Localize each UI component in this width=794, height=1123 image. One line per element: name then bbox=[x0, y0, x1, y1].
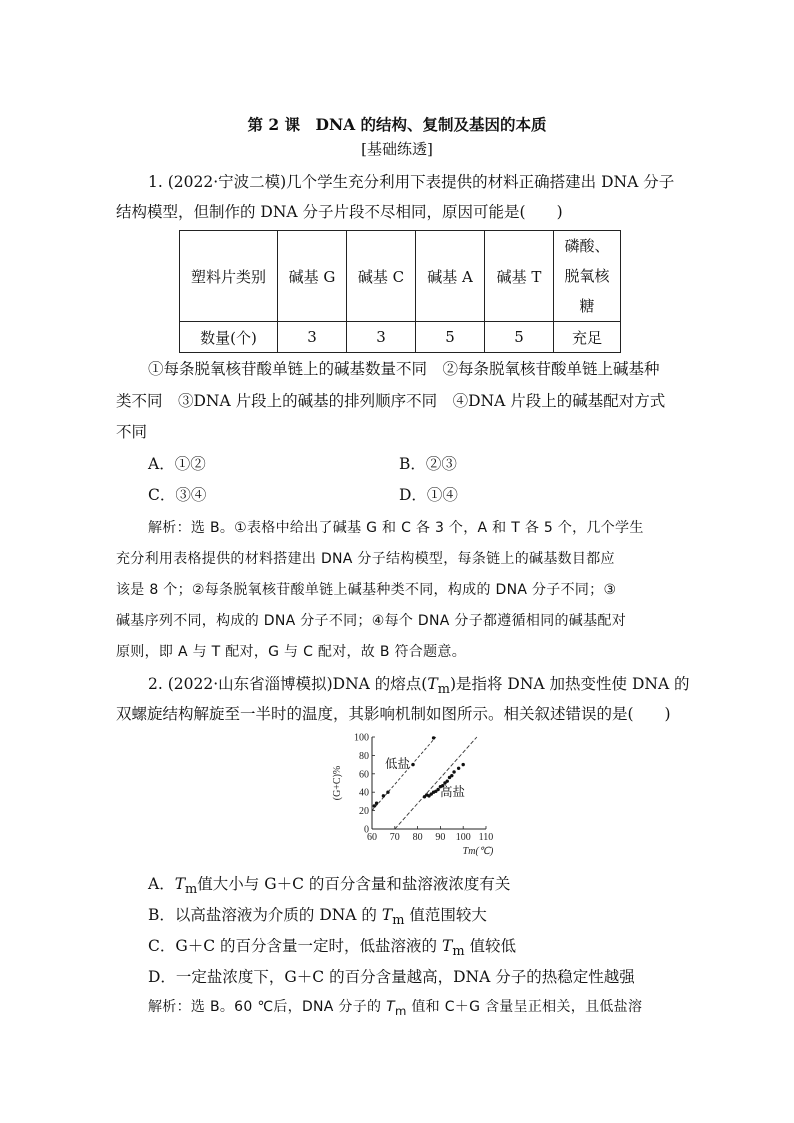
section-subtitle: [基础练透] bbox=[361, 140, 433, 158]
x-tick-label: 100 bbox=[455, 832, 471, 843]
q1-option-c: C．③④ bbox=[148, 486, 207, 504]
y-tick-label: 100 bbox=[354, 732, 369, 744]
data-point bbox=[411, 763, 414, 766]
table-header-cell: 碱基 T bbox=[485, 231, 554, 322]
q2-option-d: D．一定盐浓度下，G＋C 的百分含量越高，DNA 分子的热稳定性越强 bbox=[148, 968, 635, 986]
q1-explanation-line: 解析：选 B。①表格中给出了碱基 G 和 C 各 3 个，A 和 T 各 5 个，几个学生 bbox=[148, 520, 644, 536]
tm-chart bbox=[326, 728, 496, 863]
data-point bbox=[432, 736, 435, 739]
series-label: 高盐 bbox=[440, 785, 466, 799]
explanation-text: 值和 C＋G 含量呈正相关，且低盐溶 bbox=[406, 999, 643, 1015]
series-label: 低盐 bbox=[385, 757, 411, 771]
q1-items-line-1: ①每条脱氧核苷酸单链上的碱基数量不同 ②每条脱氧核苷酸单链上碱基种 bbox=[148, 360, 660, 378]
table-cell: 5 bbox=[485, 322, 554, 353]
q2-stem-text: 2. (2022·山东省淄博模拟)DNA 的熔点( bbox=[148, 675, 428, 693]
table-header-cell-line: 脱氧核 bbox=[564, 267, 610, 285]
data-point bbox=[446, 779, 449, 782]
option-text: 值较低 bbox=[464, 937, 516, 955]
option-text: C．G＋C 的百分含量一定时，低盐溶液的 bbox=[148, 937, 442, 955]
explanation-text: 解析：选 B。60 ℃后，DNA 分子的 bbox=[148, 999, 387, 1015]
table-header-row bbox=[180, 231, 621, 322]
q1-explanation-line: 碱基序列不同，构成的 DNA 分子不同；④每个 DNA 分子都遵循相同的碱基配对 bbox=[116, 613, 627, 629]
x-tick-label: 90 bbox=[435, 832, 446, 843]
q2-explanation-line bbox=[148, 996, 642, 1018]
option-text: A． bbox=[148, 875, 175, 893]
page-title: 第 2 课 DNA 的结构、复制及基因的本质 bbox=[247, 115, 547, 134]
option-text: 值大小与 G＋C 的百分含量和盐溶液浓度有关 bbox=[197, 875, 511, 893]
table-cell: 3 bbox=[278, 322, 347, 353]
tm-variable: T bbox=[381, 906, 393, 924]
q1-option-b: B．②③ bbox=[399, 455, 457, 473]
q1-explanation-line: 充分利用表格提供的材料搭建出 DNA 分子结构模型，每条链上的碱基数目都应 bbox=[116, 551, 615, 567]
x-tick-label: 110 bbox=[478, 832, 494, 843]
y-tick-label: 20 bbox=[359, 806, 369, 818]
q1-items-line-3: 不同 bbox=[116, 423, 148, 441]
x-tick-label: 70 bbox=[389, 832, 400, 843]
table-header-cell: 塑料片类别 bbox=[180, 231, 278, 322]
table-cell: 3 bbox=[347, 322, 416, 353]
table-header-cell: 碱基 C bbox=[347, 231, 416, 322]
table-cell: 充足 bbox=[554, 322, 621, 353]
table-header-cell bbox=[554, 231, 621, 322]
x-axis-label: Tm(℃) bbox=[462, 846, 494, 857]
table-header-cell-line: 糖 bbox=[579, 297, 595, 315]
materials-table bbox=[179, 230, 621, 353]
table-cell: 5 bbox=[416, 322, 485, 353]
table-header-cell: 碱基 A bbox=[416, 231, 485, 322]
tm-subscript: m bbox=[185, 882, 198, 898]
q2-option-c bbox=[148, 934, 516, 959]
series-fit-line bbox=[372, 737, 436, 811]
data-point bbox=[450, 774, 453, 777]
q2-option-b bbox=[148, 903, 487, 928]
q2-option-a bbox=[148, 872, 510, 897]
data-point bbox=[457, 767, 460, 770]
data-point bbox=[386, 791, 389, 794]
q1-stem-line-2: 结构模型，但制作的 DNA 分子片段不尽相同，原因可能是( ) bbox=[116, 203, 563, 221]
table-data-row bbox=[180, 322, 621, 353]
y-tick-label: 0 bbox=[364, 824, 369, 836]
series-fit-line bbox=[395, 737, 477, 829]
data-point bbox=[462, 763, 465, 766]
q1-items-line-2: 类不同 ③DNA 片段上的碱基的排列顺序不同 ④DNA 片段上的碱基配对方式 bbox=[116, 392, 666, 410]
table-cell: 数量(个) bbox=[180, 322, 278, 353]
option-text: B．以高盐溶液为介质的 DNA 的 bbox=[148, 906, 382, 924]
q1-stem-line-1: 1. (2022·宁波二模)几个学生充分利用下表提供的材料正确搭建出 DNA 分子 bbox=[148, 173, 675, 191]
q1-option-d: D．①④ bbox=[399, 486, 458, 504]
q2-stem-line-1 bbox=[148, 672, 690, 697]
y-tick-label: 60 bbox=[359, 769, 369, 781]
data-point bbox=[375, 802, 378, 805]
q2-stem-text: )是指将 DNA 加热变性使 DNA 的 bbox=[449, 675, 690, 693]
data-point bbox=[452, 770, 455, 773]
q1-option-a: A．①② bbox=[148, 455, 206, 473]
option-text: 值范围较大 bbox=[404, 906, 487, 924]
table-header-cell: 碱基 G bbox=[278, 231, 347, 322]
data-point bbox=[373, 804, 376, 807]
q2-stem-line-2: 双螺旋结构解旋至一半时的温度，其影响机制如图所示。相关叙述错误的是( ) bbox=[116, 705, 671, 723]
x-tick-label: 80 bbox=[412, 832, 423, 843]
tm-subscript: m bbox=[394, 1003, 407, 1018]
tm-variable: T bbox=[174, 875, 186, 893]
tm-subscript: m bbox=[452, 944, 465, 960]
tm-subscript: m bbox=[392, 913, 405, 929]
x-tick-label: 60 bbox=[367, 832, 377, 843]
tm-variable: T bbox=[441, 937, 453, 955]
y-tick-label: 40 bbox=[359, 787, 369, 799]
data-point bbox=[382, 794, 385, 797]
tm-subscript: m bbox=[437, 682, 450, 698]
y-tick-label: 80 bbox=[359, 750, 369, 762]
chart-plot-area bbox=[332, 733, 494, 858]
q1-explanation-line: 该是 8 个；②每条脱氧核苷酸单链上碱基种类不同，构成的 DNA 分子不同；③ bbox=[116, 582, 617, 598]
table-header-cell-line: 磷酸、 bbox=[564, 237, 610, 255]
tm-variable: T bbox=[386, 999, 395, 1015]
y-axis-label: (G+C)% bbox=[332, 765, 343, 801]
tm-variable: T bbox=[427, 675, 438, 693]
q1-explanation-line: 原则，即 A 与 T 配对，G 与 C 配对，故 B 符合题意。 bbox=[116, 644, 467, 660]
